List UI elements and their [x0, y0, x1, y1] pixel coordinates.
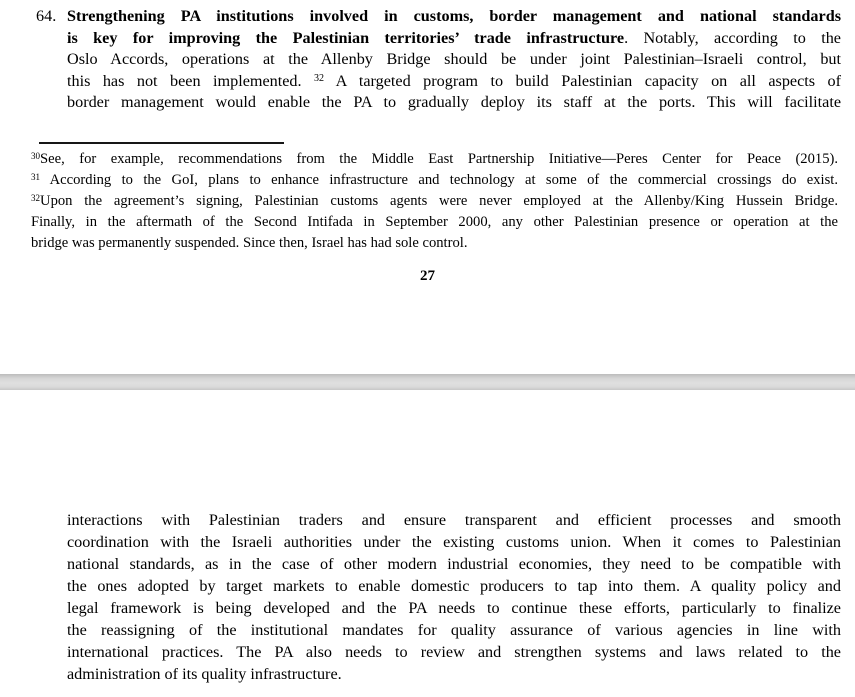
- footnote-marker-32: 32: [31, 192, 41, 203]
- text-run: national standards, as in the case of other modern industrial economies, they need to be compatible with: [67, 555, 841, 573]
- text-run: international practices. The PA also needs to review and strengthen systems and laws related to the: [67, 643, 841, 661]
- footnote-text: See, for example, recommendations from the Middle East Partnership Initiative—Peres Center for Peace (2015).: [40, 151, 838, 167]
- text-line: [67, 509, 841, 531]
- footnote-32-line-3: [31, 233, 838, 254]
- text-line: [67, 28, 841, 50]
- page-separator: [0, 374, 855, 390]
- page-number: 27: [420, 268, 435, 284]
- footnote-text: Finally, in the aftermath of the Second Intifada in September 2000, any other Palestinian presence or operation at the: [31, 214, 838, 230]
- bold-run: Strengthening PA institutions involved in customs, border management and national standards: [67, 7, 841, 25]
- text-run: interactions with Palestinian traders and ensure transparent and efficient processes and smooth: [67, 511, 841, 529]
- text-line: [67, 531, 841, 553]
- text-run: legal framework is being developed and the PA needs to continue these efforts, particularly to finalize: [67, 599, 841, 617]
- text-run: A targeted program to build Palestinian capacity on all aspects of: [335, 71, 842, 90]
- footnote-31: [31, 170, 838, 191]
- footnote-32-line-2: [31, 212, 838, 233]
- text-run: border management would enable the PA to gradually deploy its staff at the ports. This will facilitate: [67, 93, 841, 111]
- text-line: [67, 641, 841, 663]
- paragraph-number: 64.: [36, 7, 57, 25]
- paragraph-64: [36, 6, 841, 114]
- text-line: [67, 92, 841, 114]
- text-run: this has not been implemented.: [67, 71, 302, 90]
- footnotes-block: [31, 149, 838, 254]
- paragraph-continuation: [67, 509, 841, 685]
- footnote-text: According to the GoI, plans to enhance infrastructure and technology at some of the commercial crossings do exist.: [49, 172, 838, 188]
- footnote-32-line-1: [31, 191, 838, 212]
- text-run: . Notably, according to the: [624, 28, 841, 47]
- text-run: the ones adopted by target markets to enable domestic producers to tap into them. A quality policy and: [67, 577, 841, 595]
- text-run: administration of its quality infrastructure.: [67, 665, 342, 683]
- text-line: [67, 663, 841, 685]
- text-line: [67, 49, 841, 71]
- text-line: [67, 575, 841, 597]
- footnote-ref-32: 32: [314, 72, 325, 84]
- text-line: [67, 553, 841, 575]
- text-line: [67, 619, 841, 641]
- text-run: coordination with the Israeli authorities under the existing customs union. When it comes to Palestinian: [67, 533, 841, 551]
- footnote-separator-rule: [39, 142, 284, 144]
- footnote-text: Upon the agreement’s signing, Palestinian customs agents were never employed at the Allenby/King Hussein Bridge.: [40, 193, 838, 209]
- text-line: [67, 597, 841, 619]
- bold-run: is key for improving the Palestinian territories’ trade infrastructure: [67, 28, 625, 47]
- text-run: Oslo Accords, operations at the Allenby Bridge should be under joint Palestinian–Israeli control, but: [67, 50, 841, 68]
- text-run: the reassigning of the institutional mandates for quality assurance of various agencies in line with: [67, 621, 841, 639]
- text-line: [67, 6, 841, 28]
- footnote-text: bridge was permanently suspended. Since then, Israel has had sole control.: [31, 235, 468, 251]
- footnote-marker-30: 30: [31, 150, 41, 161]
- footnote-30: [31, 149, 838, 170]
- text-line: [67, 71, 841, 93]
- footnote-marker-31: 31: [31, 171, 41, 182]
- paragraph-64-text: [67, 6, 841, 114]
